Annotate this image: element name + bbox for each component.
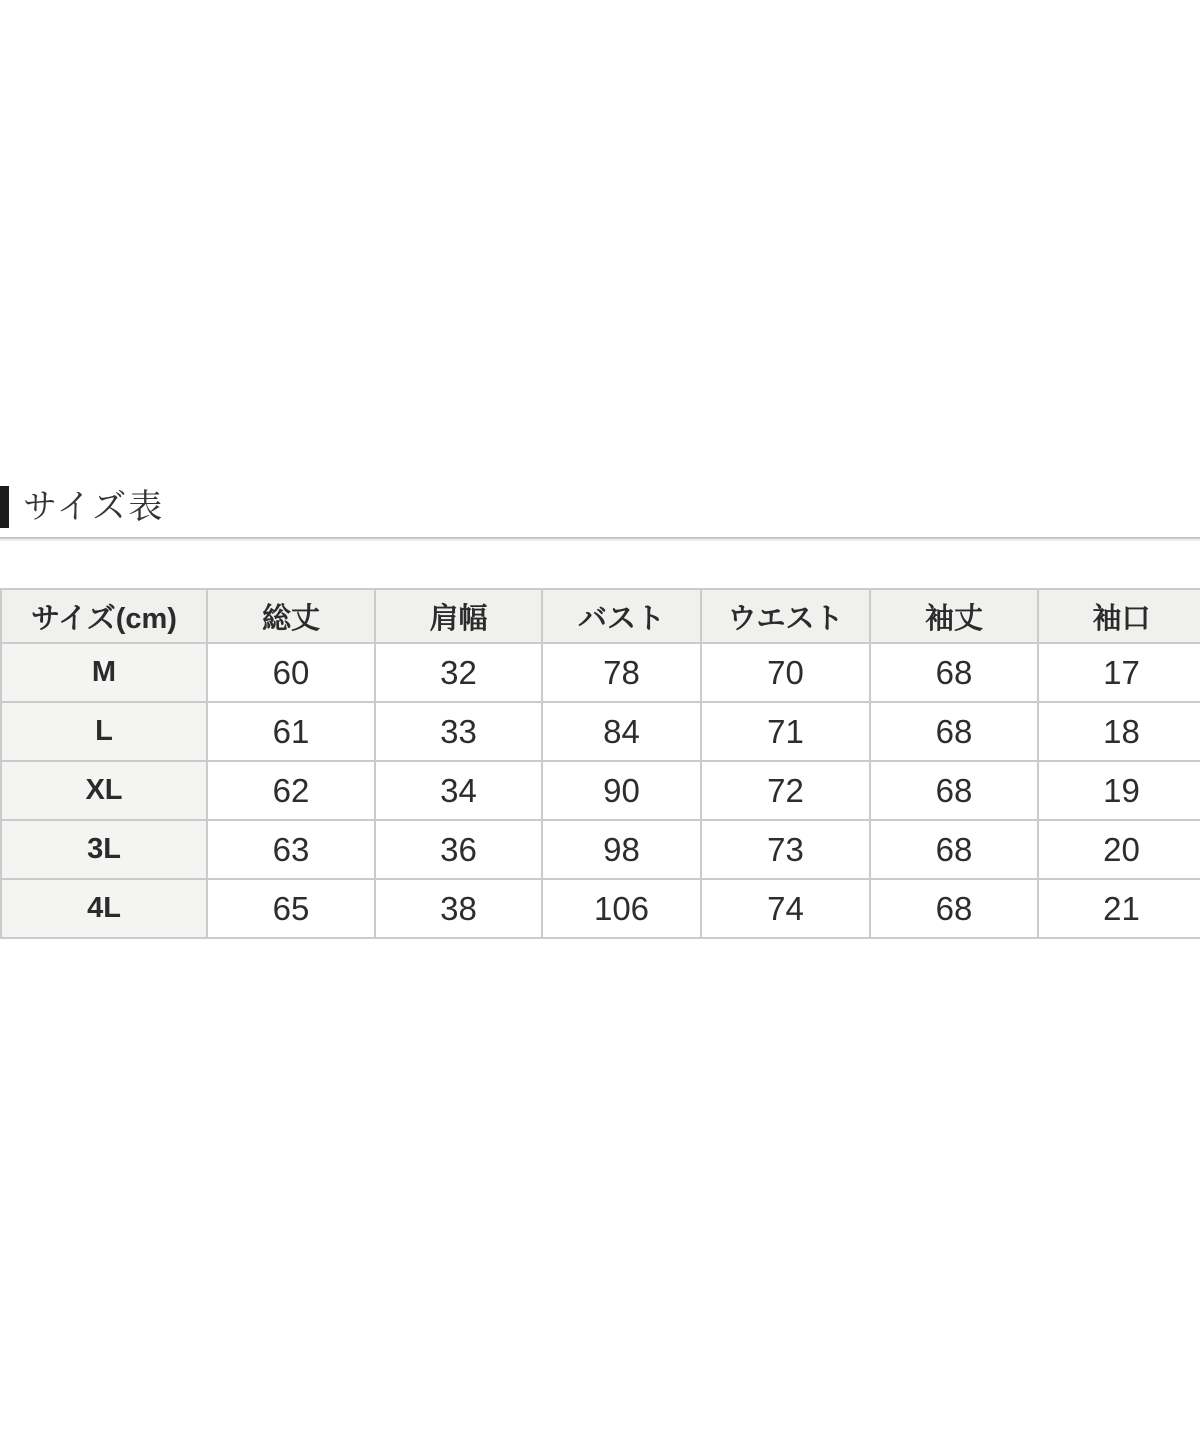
size-value-cell: 60 [207,643,375,702]
table-row-l [1,702,1200,761]
column-header-cuff: 袖口 [1038,589,1200,643]
size-value-cell: 62 [207,761,375,820]
section-divider [0,537,1200,539]
size-value-cell: 68 [870,879,1038,938]
size-row-label: 4L [1,879,207,938]
size-value-cell: 32 [375,643,542,702]
size-value-cell: 68 [870,820,1038,879]
table-row-xl [1,761,1200,820]
column-header-shoulder-width: 肩幅 [375,589,542,643]
column-header-waist: ウエスト [701,589,870,643]
size-value-cell: 38 [375,879,542,938]
header-row [1,589,1200,643]
size-row-label: 3L [1,820,207,879]
column-header-size: サイズ(cm) [1,589,207,643]
size-value-cell: 68 [870,761,1038,820]
column-header-total-length: 総丈 [207,589,375,643]
size-row-label: L [1,702,207,761]
column-header-sleeve-length: 袖丈 [870,589,1038,643]
size-value-cell: 36 [375,820,542,879]
size-value-cell: 65 [207,879,375,938]
table-row-m [1,643,1200,702]
size-value-cell: 68 [870,643,1038,702]
table-row-4l [1,879,1200,938]
size-value-cell: 34 [375,761,542,820]
title-accent-bar [0,486,9,528]
size-value-cell: 33 [375,702,542,761]
size-value-cell: 73 [701,820,870,879]
size-value-cell: 19 [1038,761,1200,820]
size-chart-table [0,588,1200,939]
size-value-cell: 74 [701,879,870,938]
size-value-cell: 84 [542,702,701,761]
size-value-cell: 71 [701,702,870,761]
size-row-label: XL [1,761,207,820]
section-title: サイズ表 [23,488,165,526]
size-value-cell: 72 [701,761,870,820]
size-value-cell: 90 [542,761,701,820]
column-header-bust: バスト [542,589,701,643]
size-value-cell: 106 [542,879,701,938]
size-row-label: M [1,643,207,702]
section-title-row [0,485,1200,529]
size-value-cell: 18 [1038,702,1200,761]
size-value-cell: 61 [207,702,375,761]
size-value-cell: 63 [207,820,375,879]
table-row-3l [1,820,1200,879]
size-value-cell: 20 [1038,820,1200,879]
size-value-cell: 78 [542,643,701,702]
size-value-cell: 17 [1038,643,1200,702]
size-value-cell: 21 [1038,879,1200,938]
size-value-cell: 98 [542,820,701,879]
size-value-cell: 70 [701,643,870,702]
size-value-cell: 68 [870,702,1038,761]
